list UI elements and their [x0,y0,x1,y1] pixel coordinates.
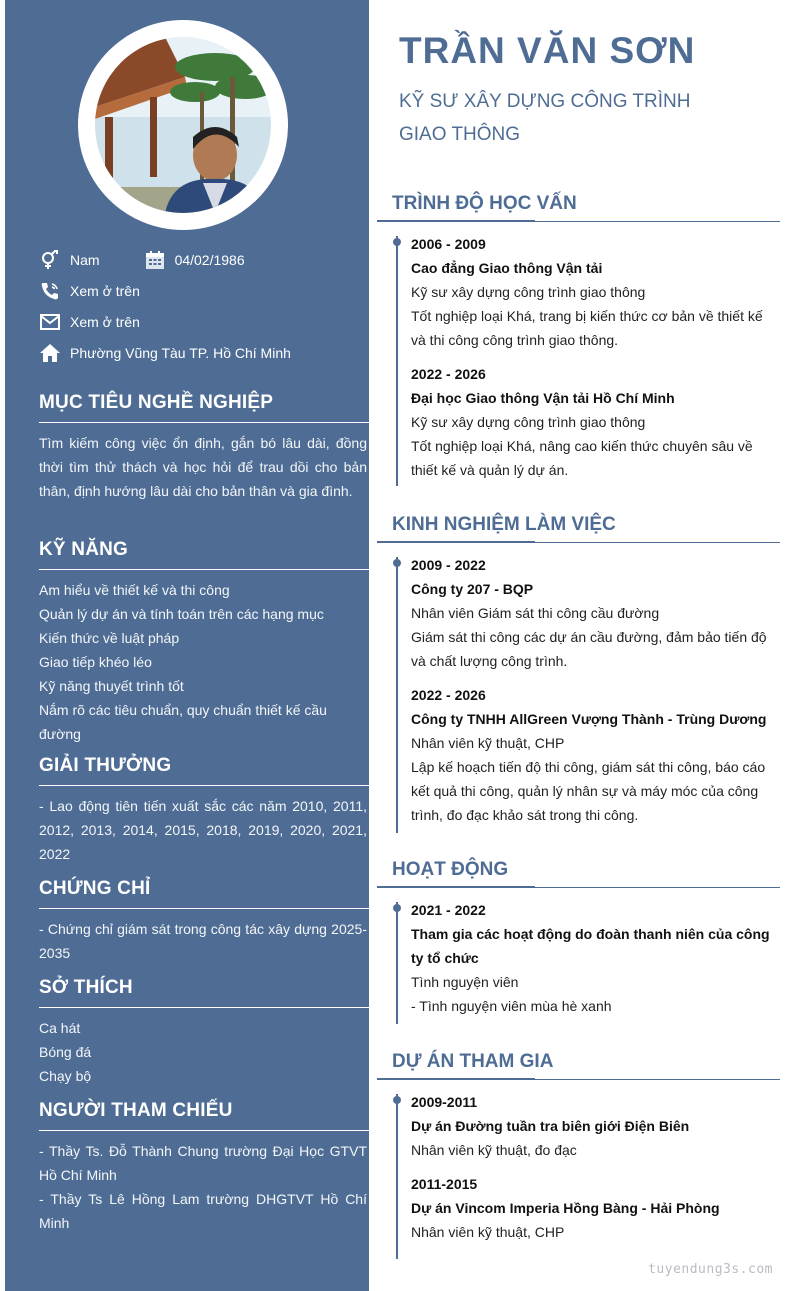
contact-info [39,244,359,368]
gender-text: Nam [70,251,100,268]
activities-section [377,856,780,1018]
avatar-frame [78,20,288,230]
hobby-item: Ca hát [39,1020,81,1036]
references-list [39,1139,369,1235]
email-item [39,311,140,333]
avatar-photo [95,37,271,213]
entry-period: 2021 - 2022 [411,902,486,918]
phone-icon [39,280,61,302]
objective-text: Tìm kiếm công việc ổn định, gắn bó lâu dài, đồng thời tìm thử thách và học hỏi để trau dồi cho bản thân, định hướng lâu dài cho bản thân và gia đình. [39,435,367,499]
awards-text: - Lao động tiên tiến xuất sắc các năm 2010, 2011, 2012, 2013, 2014, 2015, 2018, 2019, 2020, 2021, 2022 [39,798,367,862]
certificates-text: - Chứng chỉ giám sát trong công tác xây dựng 2025-2035 [39,921,367,961]
entry-desc: - Tình nguyện viên mùa hè xanh [411,998,612,1014]
entry-period: 2022 - 2026 [411,366,486,382]
job-title: KỸ SƯ XÂY DỰNG CÔNG TRÌNH GIAO THÔNG [399,91,691,145]
entry-role: Nhân viên Giám sát thi công cầu đường [411,605,660,621]
entry-role: Nhân viên kỹ thuật, đo đạc [411,1142,577,1158]
section-title: SỞ THÍCH [39,977,369,1008]
skill-item: Am hiểu về thiết kế và thi công [39,582,230,598]
entry-period: 2009-2011 [411,1094,478,1110]
entry-period: 2009 - 2022 [411,557,486,573]
phone-item [39,280,140,302]
mail-icon [39,311,61,333]
watermark: tuyendung3s.com [648,1262,773,1277]
phone-text: Xem ở trên [70,282,140,299]
skills-list [39,578,369,746]
gender-icon [39,249,61,271]
gender-item [39,249,100,271]
awards-section [39,755,369,866]
entry-period: 2011-2015 [411,1176,478,1192]
certificates-section [39,878,369,965]
skill-item: Quản lý dự án và tính toán trên các hạng mục [39,606,324,622]
education-section [377,190,780,482]
skill-item: Kiến thức về luật pháp [39,630,180,646]
entry-role: Tình nguyện viên [411,974,519,990]
calendar-icon [144,249,166,271]
timeline [396,1090,780,1244]
hobbies-section [39,977,369,1088]
project-entry [396,1090,780,1162]
entry-role: Nhân viên kỹ thuật, CHP [411,735,565,751]
address-item [39,342,291,364]
skill-item: Giao tiếp khéo léo [39,654,152,670]
entry-role: Kỹ sư xây dựng công trình giao thông [411,414,646,430]
entry-desc: Tốt nghiệp loại Khá, nâng cao kiến thức chuyên sâu về thiết kế và quản lý dự án. [411,438,753,478]
entry-org: Công ty 207 - BQP [411,581,534,597]
entry-role: Nhân viên kỹ thuật, CHP [411,1224,565,1240]
references-section [39,1100,369,1235]
candidate-name: TRẦN VĂN SƠN [399,30,696,71]
dob-item [144,249,245,271]
section-title: MỤC TIÊU NGHỀ NGHIỆP [39,392,369,423]
experience-entry [396,553,780,673]
hobby-item: Chạy bộ [39,1068,92,1084]
education-entry [396,232,780,352]
skill-item: Nắm rõ các tiêu chuẩn, quy chuẩn thiết kế cầu đường [39,702,327,742]
home-icon [39,342,61,364]
section-title: GIẢI THƯỞNG [39,755,369,786]
section-title: KINH NGHIỆM LÀM VIỆC [377,511,780,543]
section-title: NGƯỜI THAM CHIẾU [39,1100,369,1131]
section-title: DỰ ÁN THAM GIA [377,1048,780,1080]
section-title: HOẠT ĐỘNG [377,856,780,888]
education-entry [396,362,780,482]
hobbies-list [39,1016,369,1088]
projects-section [377,1048,780,1244]
objective-section [39,392,369,503]
dob-text: 04/02/1986 [174,251,245,268]
email-text: Xem ở trên [70,313,140,330]
section-title: TRÌNH ĐỘ HỌC VẤN [377,190,780,222]
timeline [396,232,780,482]
entry-role: Kỹ sư xây dựng công trình giao thông [411,284,646,300]
experience-section [377,511,780,827]
sidebar [5,0,369,1291]
entry-desc: Lập kế hoạch tiến độ thi công, giám sát thi công, báo cáo kết quả thi công, quản lý nhân sự và máy móc của công trình, đo đạc khảo sát trong thi công. [411,759,766,823]
entry-period: 2006 - 2009 [411,236,486,252]
entry-org: Cao đẳng Giao thông Vận tải [411,260,603,276]
skills-section [39,539,369,746]
avatar [95,37,271,213]
timeline [396,553,780,827]
entry-org: Tham gia các hoạt động do đoàn thanh niên của công ty tổ chức [411,926,770,966]
timeline [396,898,780,1018]
hobby-item: Bóng đá [39,1044,92,1060]
address-text: Phường Vũng Tàu TP. Hồ Chí Minh [70,344,291,361]
entry-org: Công ty TNHH AllGreen Vượng Thành - Trùng Dương [411,711,767,727]
experience-entry [396,683,780,827]
entry-org: Dự án Vincom Imperia Hồng Bàng - Hải Phòng [411,1200,720,1216]
section-title: KỸ NĂNG [39,539,369,570]
project-entry [396,1172,780,1244]
activity-entry [396,898,780,1018]
entry-desc: Tốt nghiệp loại Khá, trang bị kiến thức cơ bản về thiết kế và thi công công trình giao thông. [411,308,763,348]
entry-desc: Giám sát thi công các dự án cầu đường, đảm bảo tiến độ và chất lượng công trình. [411,629,767,669]
reference-item: - Thầy Ts Lê Hồng Lam trường DHGTVT Hồ Chí Minh [39,1191,367,1231]
entry-period: 2022 - 2026 [411,687,486,703]
entry-org: Dự án Đường tuần tra biên giới Điện Biên [411,1118,690,1134]
section-title: CHỨNG CHỈ [39,878,369,909]
reference-item: - Thầy Ts. Đỗ Thành Chung trường Đại Học GTVT Hồ Chí Minh [39,1143,367,1183]
skill-item: Kỹ năng thuyết trình tốt [39,678,184,694]
entry-org: Đại học Giao thông Vận tải Hồ Chí Minh [411,390,675,406]
